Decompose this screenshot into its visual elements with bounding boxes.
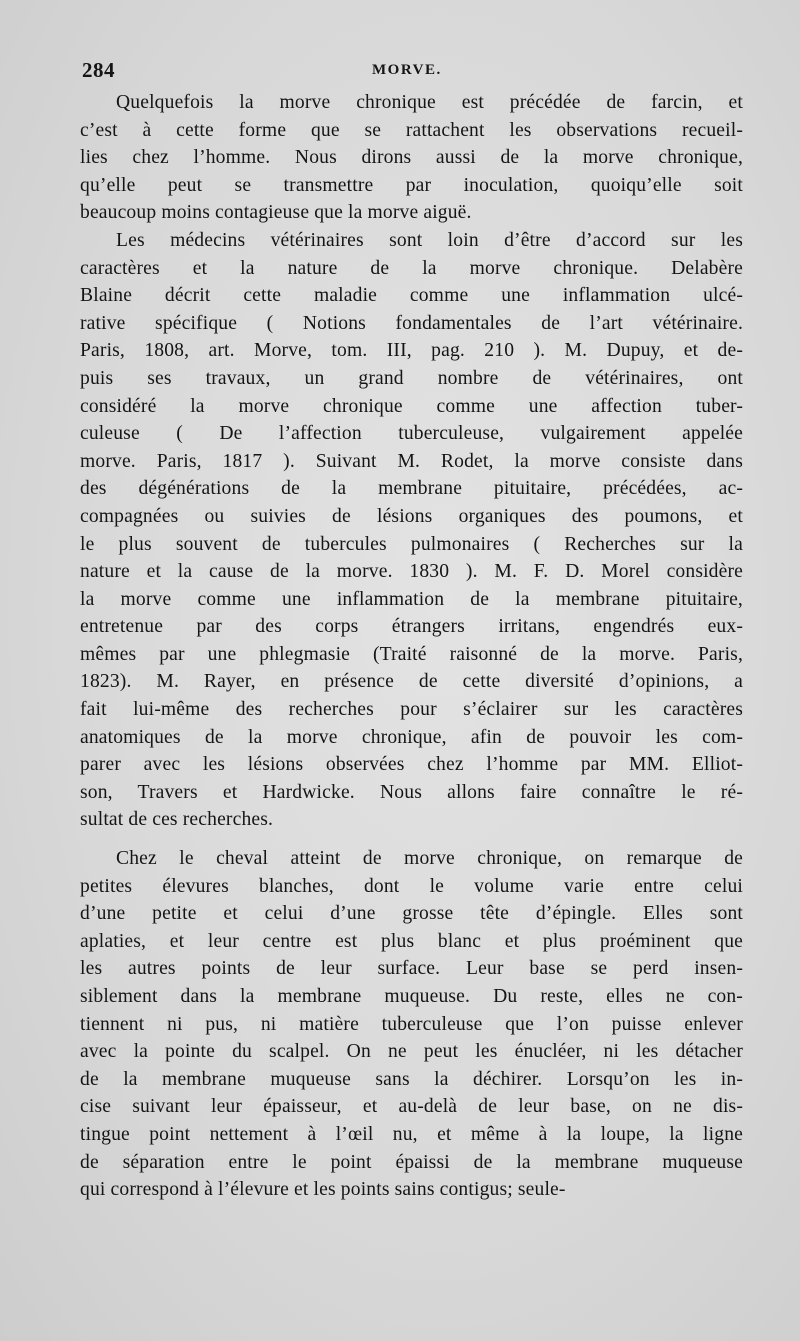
text-line: tiennent ni pus, ni matière tuberculeuse que l’on puisse enlever — [80, 1013, 743, 1035]
text-line: Les médecins vétérinaires sont loin d’être d’accord sur les — [116, 229, 743, 251]
text-line: fait lui-même des recherches pour s’éclairer sur les caractères — [80, 699, 743, 721]
text-line: c’est à cette forme que se rattachent les observations recueil- — [80, 119, 743, 141]
text-line: caractères et la nature de la morve chronique. Delabère — [80, 257, 743, 279]
paragraph-gap — [80, 834, 743, 845]
page-number: 284 — [82, 58, 115, 82]
paragraph — [80, 845, 743, 1204]
text-line: morve. Paris, 1817 ). Suivant M. Rodet, la morve consiste dans — [80, 450, 743, 472]
running-head — [82, 58, 742, 86]
text-line: Quelquefois la morve chronique est précédée de farcin, et — [116, 92, 743, 113]
text-line: entretenue par des corps étrangers irritans, engendrés eux- — [80, 616, 743, 638]
text-line: Chez le cheval atteint de morve chronique, on remarque de — [116, 848, 743, 870]
text-line: sultat de ces recherches. — [80, 809, 274, 831]
text-line: nature et la cause de la morve. 1830 ). M. F. D. Morel considère — [80, 561, 743, 583]
text-line: Paris, 1808, art. Morve, tom. III, pag. 210 ). M. Dupuy, et de- — [80, 340, 743, 362]
text-line: des dégénérations de la membrane pituitaire, précédées, ac- — [80, 478, 743, 500]
text-line: petites élevures blanches, dont le volume varie entre celui — [80, 875, 743, 897]
text-line: d’une petite et celui d’une grosse tête d’épingle. Elles sont — [80, 903, 743, 925]
text-line: la morve comme une inflammation de la membrane pituitaire, — [80, 588, 743, 610]
text-line: Blaine décrit cette maladie comme une inflammation ulcé- — [80, 285, 743, 307]
text-line: beaucoup moins contagieuse que la morve aiguë. — [80, 202, 472, 224]
text-line: avec la pointe du scalpel. On ne peut les énucléer, ni les détacher — [80, 1041, 743, 1063]
running-title: MORVE. — [372, 62, 442, 78]
text-line: aplaties, et leur centre est plus blanc et plus proéminent que — [80, 930, 743, 952]
text-line: cise suivant leur épaisseur, et au-delà de leur base, on ne dis- — [80, 1096, 743, 1118]
text-line: puis ses travaux, un grand nombre de vétérinaires, ont — [80, 367, 743, 389]
text-line: mêmes par une phlegmasie (Traité raisonné de la morve. Paris, — [80, 643, 743, 665]
text-line: culeuse ( De l’affection tuberculeuse, vulgairement appelée — [80, 423, 743, 445]
text-line: considéré la morve chronique comme une affection tuber- — [80, 395, 743, 417]
text-line: siblement dans la membrane muqueuse. Du reste, elles ne con- — [80, 986, 743, 1007]
text-line: de la membrane muqueuse sans la déchirer. Lorsqu’on les in- — [80, 1068, 743, 1090]
text-line: tingue point nettement à l’œil nu, et même à la loupe, la ligne — [80, 1123, 743, 1145]
paragraph — [80, 227, 743, 834]
text-line: qui correspond à l’élevure et les points sains contigus; seule- — [80, 1179, 566, 1201]
text-line: parer avec les lésions observées chez l’homme par MM. Elliot- — [80, 754, 743, 776]
text-line: 1823). M. Rayer, en présence de cette diversité d’opinions, a — [80, 671, 743, 693]
text-line: de séparation entre le point épaissi de la membrane muqueuse — [80, 1151, 743, 1173]
text-line: lies chez l’homme. Nous dirons aussi de la morve chronique, — [80, 147, 743, 169]
text-line: anatomiques de la morve chronique, afin de pouvoir les com- — [80, 726, 743, 748]
text-line: rative spécifique ( Notions fondamentales de l’art vétérinaire. — [80, 312, 743, 334]
body-text — [80, 89, 743, 1204]
paragraph — [80, 89, 743, 227]
text-line: compagnées ou suivies de lésions organiques des poumons, et — [80, 505, 743, 527]
text-line: son, Travers et Hardwicke. Nous allons faire connaître le ré- — [80, 781, 743, 803]
text-line: les autres points de leur surface. Leur base se perd insen- — [80, 958, 743, 980]
text-line: qu’elle peut se transmettre par inoculation, quoiqu’elle soit — [80, 174, 743, 196]
text-line: le plus souvent de tubercules pulmonaires ( Recherches sur la — [80, 533, 743, 555]
